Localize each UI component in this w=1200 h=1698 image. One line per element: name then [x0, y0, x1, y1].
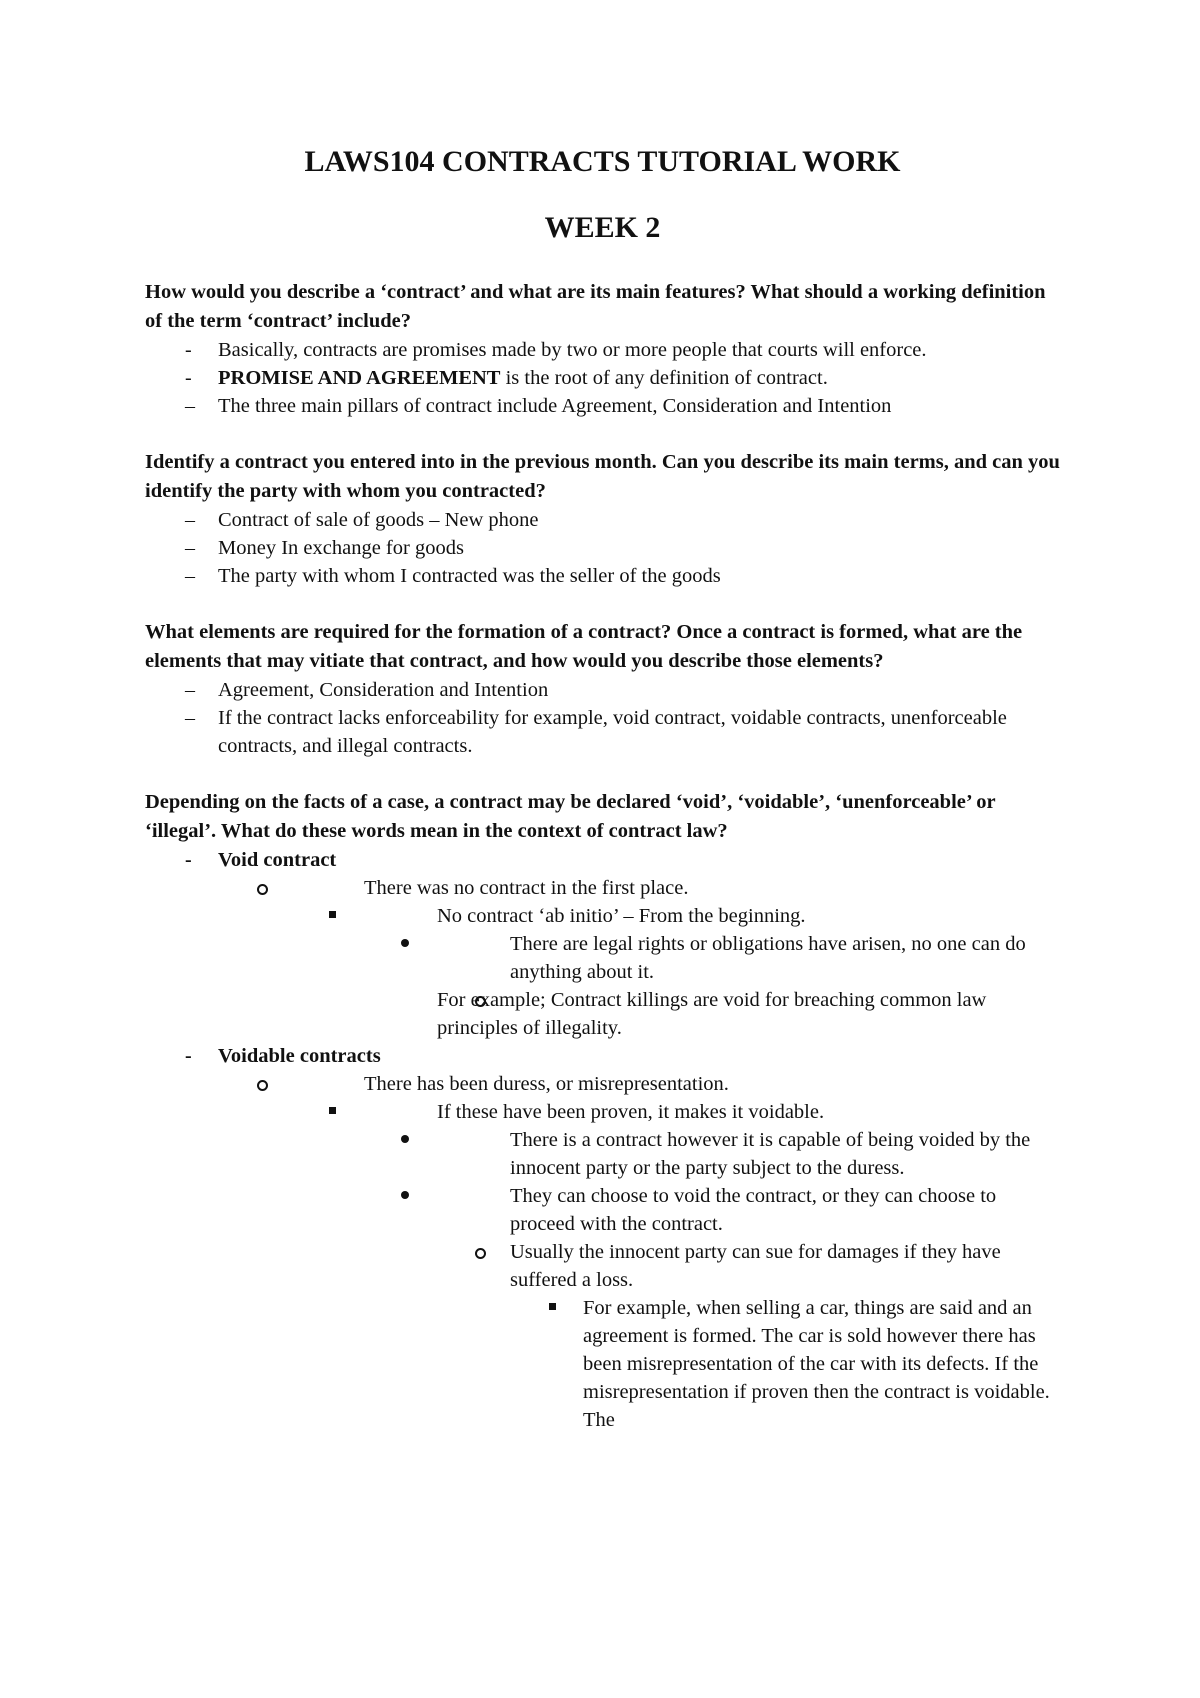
list-item: [145, 534, 1060, 562]
list-item: [145, 506, 1060, 534]
list-item-text: For example; Contract killings are void for breaching common law principles of illegality.: [437, 989, 987, 1039]
circle-bullet-icon: [475, 1248, 486, 1259]
dash-bullet: –: [185, 679, 195, 701]
answer-list-4: [145, 846, 1060, 1434]
list-item-text: If these have been proven, it makes it voidable.: [437, 1101, 825, 1123]
list-item: [145, 1182, 1060, 1238]
list-item: [145, 874, 1060, 902]
list-item: [145, 562, 1060, 590]
dash-bullet: -: [185, 1045, 192, 1067]
dash-bullet: –: [185, 395, 195, 417]
list-item: [145, 704, 1060, 760]
list-item: [145, 1294, 1060, 1434]
list-item: [145, 1070, 1060, 1098]
list-item-text: For example, when selling a car, things are said and an agreement is formed. The car is sold however there has been misrepresentation of the car with its defects. If the misrepresentation if proven then the contract is voidable. The: [583, 1297, 1050, 1431]
list-item: [145, 902, 1060, 930]
list-item-text: There was no contract in the first place.: [364, 877, 689, 899]
square-bullet-icon: [549, 1303, 556, 1310]
dash-bullet: -: [185, 367, 192, 389]
list-item-text: The party with whom I contracted was the seller of the goods: [218, 565, 721, 587]
dash-bullet: –: [185, 537, 195, 559]
list-item-text: Basically, contracts are promises made by two or more people that courts will enforce.: [218, 339, 927, 361]
circle-bullet-icon: [257, 884, 268, 895]
circle-bullet-icon: [257, 1080, 268, 1091]
list-item: [145, 676, 1060, 704]
list-item-text: Agreement, Consideration and Intention: [218, 679, 549, 701]
list-item: [145, 1098, 1060, 1126]
list-item-text: No contract ‘ab initio’ – From the beginning.: [437, 905, 806, 927]
list-item: [145, 364, 1060, 392]
question-2: Identify a contract you entered into in the previous month. Can you describe its main terms, and can you identify the party with whom you contracted?: [145, 451, 1060, 502]
dash-bullet: –: [185, 509, 195, 531]
square-bullet-icon: [329, 911, 336, 918]
list-item-voidable-contracts: [145, 1042, 1060, 1070]
list-item-text: is the root of any definition of contract.: [500, 367, 828, 389]
list-item: [145, 930, 1060, 986]
dash-bullet: -: [185, 339, 192, 361]
list-item-text: If the contract lacks enforceability for example, void contract, voidable contracts, unenforceable contracts, and illegal contracts.: [218, 707, 1007, 757]
circle-bullet-icon: [475, 996, 486, 1007]
question-1: How would you describe a ‘contract’ and what are its main features? What should a working definition of the term ‘contract’ include?: [145, 281, 1046, 332]
list-item: [145, 392, 1060, 420]
dash-bullet: -: [185, 849, 192, 871]
document-title: LAWS104 CONTRACTS TUTORIAL WORK: [304, 145, 901, 178]
list-item-text: There has been duress, or misrepresentation.: [364, 1073, 729, 1095]
square-bullet-icon: [329, 1107, 336, 1114]
list-item-text: The three main pillars of contract include Agreement, Consideration and Intention: [218, 395, 892, 417]
list-item: [145, 1238, 1060, 1294]
list-item-text: Contract of sale of goods – New phone: [218, 509, 539, 531]
answer-list-2: [145, 506, 1060, 590]
list-item-text: There is a contract however it is capable of being voided by the innocent party or the party subject to the duress.: [510, 1129, 1031, 1179]
week-heading: WEEK 2: [544, 211, 661, 244]
dash-bullet: –: [185, 707, 195, 729]
list-item-text: They can choose to void the contract, or they can choose to proceed with the contract.: [510, 1185, 997, 1235]
question-4: Depending on the facts of a case, a contract may be declared ‘void’, ‘voidable’, ‘unenforceable’ or ‘illegal’. What do these words mean in the context of contract law?: [145, 791, 996, 842]
list-item-void-contract: [145, 846, 1060, 874]
list-item-text: Money In exchange for goods: [218, 537, 464, 559]
list-item: [145, 986, 1060, 1042]
list-item-text: Usually the innocent party can sue for damages if they have suffered a loss.: [510, 1241, 1001, 1291]
question-3: What elements are required for the formation of a contract? Once a contract is formed, what are the elements that may vitiate that contract, and how would you describe those elements?: [145, 621, 1023, 672]
list-item: [145, 1126, 1060, 1182]
dot-bullet-icon: [401, 939, 409, 947]
dot-bullet-icon: [401, 1135, 409, 1143]
answer-list-1: [145, 336, 1060, 420]
dot-bullet-icon: [401, 1191, 409, 1199]
list-item-heading: Voidable contracts: [218, 1045, 381, 1067]
answer-list-3: [145, 676, 1060, 760]
list-item-bold-text: PROMISE AND AGREEMENT: [218, 367, 501, 389]
list-item: [145, 336, 1060, 364]
list-item-text: There are legal rights or obligations have arisen, no one can do anything about it.: [510, 933, 1026, 983]
list-item-heading: Void contract: [218, 849, 337, 871]
dash-bullet: –: [185, 565, 195, 587]
